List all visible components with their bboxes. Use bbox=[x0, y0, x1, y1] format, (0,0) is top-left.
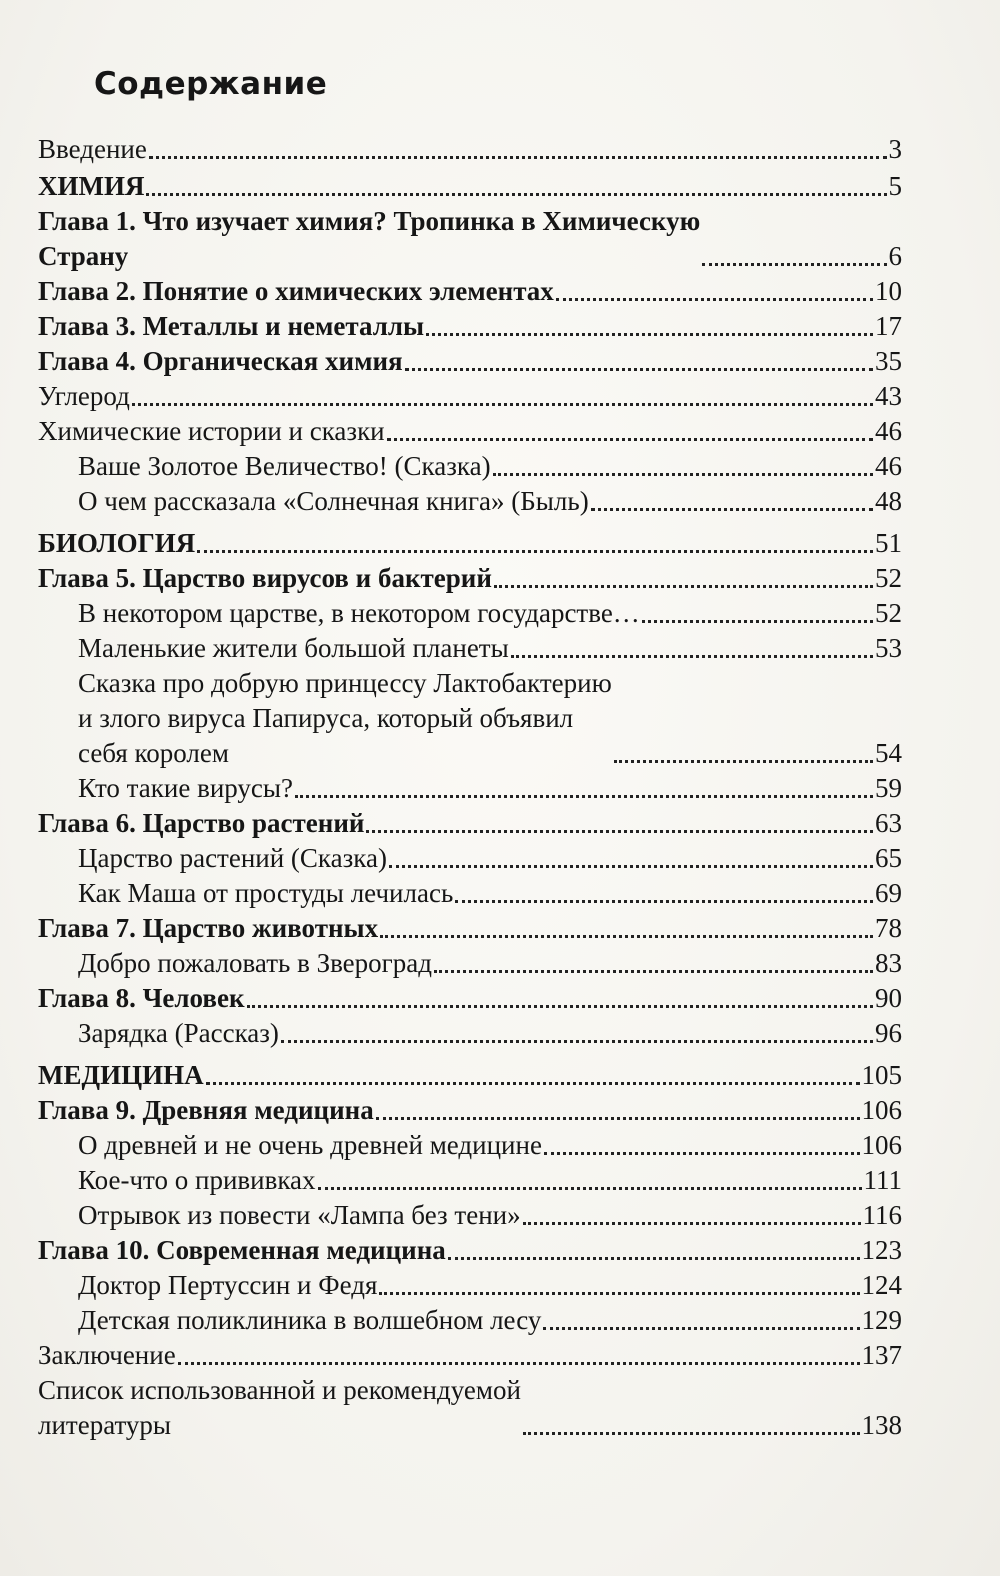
dot-leader bbox=[247, 1005, 873, 1008]
toc-page-number: 53 bbox=[875, 633, 902, 663]
dot-leader bbox=[149, 156, 887, 159]
toc-entry-label: В некотором царстве, в некотором государстве… bbox=[78, 598, 640, 628]
dot-leader bbox=[434, 970, 873, 973]
toc-page-number: 59 bbox=[875, 773, 902, 803]
toc-entry-label: ХИМИЯ bbox=[38, 171, 145, 201]
toc-entry-label: Царство растений (Сказка) bbox=[78, 843, 387, 873]
toc-entry-label: Глава 9. Древняя медицина bbox=[38, 1095, 374, 1125]
toc-page-number: 123 bbox=[861, 1235, 902, 1265]
dot-leader bbox=[494, 585, 873, 588]
toc-entry-label: Глава 1. Что изучает химия? Тропинка в Химическую Страну bbox=[38, 206, 701, 271]
toc-page-number: 90 bbox=[875, 983, 902, 1013]
toc-subentry bbox=[38, 596, 902, 631]
toc-chapter-6 bbox=[38, 806, 902, 841]
toc-entry-label: БИОЛОГИЯ bbox=[38, 528, 196, 558]
toc-page-number: 83 bbox=[875, 948, 902, 978]
toc-page-number: 54 bbox=[875, 738, 902, 768]
toc-subentry bbox=[38, 1163, 902, 1198]
dot-leader bbox=[448, 1257, 860, 1260]
toc-chapter-2 bbox=[38, 274, 902, 309]
dot-leader bbox=[556, 298, 873, 301]
toc-entry-label: Заключение bbox=[38, 1340, 176, 1370]
toc-page-number: 35 bbox=[875, 346, 902, 376]
dot-leader bbox=[206, 1082, 860, 1085]
toc-entry bbox=[38, 414, 902, 449]
toc-page-number: 78 bbox=[875, 913, 902, 943]
toc-entry-label: Сказка про добрую принцессу Лактобактерию и злого вируса Папируса, который объявил себя королем bbox=[78, 668, 612, 768]
dot-leader bbox=[511, 655, 873, 658]
toc-page-number: 65 bbox=[875, 843, 902, 873]
toc-subentry bbox=[38, 449, 902, 484]
toc-chapter-8 bbox=[38, 981, 902, 1016]
table-of-contents bbox=[38, 132, 902, 1443]
toc-subentry bbox=[38, 666, 902, 771]
toc-subentry bbox=[38, 1128, 902, 1163]
toc-entry-label: Кто такие вирусы? bbox=[78, 773, 294, 803]
dot-leader bbox=[493, 473, 873, 476]
toc-entry-label: Маленькие жители большой планеты bbox=[78, 633, 509, 663]
dot-leader bbox=[132, 403, 873, 406]
dot-leader bbox=[702, 263, 886, 266]
toc-page-number: 3 bbox=[888, 134, 902, 164]
toc-entry-label: Глава 4. Органическая химия bbox=[38, 346, 403, 376]
dot-leader bbox=[426, 333, 873, 336]
dot-leader bbox=[387, 438, 873, 441]
dot-leader bbox=[197, 550, 873, 553]
toc-page-number: 52 bbox=[875, 563, 902, 593]
toc-entry-introduction bbox=[38, 132, 902, 167]
page-title: Содержание bbox=[94, 66, 328, 102]
toc-entry-label: Добро пожаловать в Звероград bbox=[78, 948, 432, 978]
toc-entry-label: О чем рассказала «Солнечная книга» (Быль) bbox=[78, 486, 589, 516]
toc-page-number: 51 bbox=[875, 528, 902, 558]
toc-page-number: 48 bbox=[875, 486, 902, 516]
toc-entry-label: МЕДИЦИНА bbox=[38, 1060, 204, 1090]
toc-entry-label: Глава 2. Понятие о химических элементах bbox=[38, 276, 554, 306]
toc-page-number: 116 bbox=[862, 1200, 902, 1230]
dot-leader bbox=[178, 1362, 860, 1365]
toc-page-number: 111 bbox=[863, 1165, 902, 1195]
toc-entry-label: Введение bbox=[38, 134, 147, 164]
toc-subentry bbox=[38, 946, 902, 981]
dot-leader bbox=[295, 795, 873, 798]
toc-page-number: 69 bbox=[875, 878, 902, 908]
toc-page-number: 124 bbox=[861, 1270, 902, 1300]
dot-leader bbox=[544, 1152, 860, 1155]
toc-entry-label: Отрывок из повести «Лампа без тени» bbox=[78, 1200, 521, 1230]
dot-leader bbox=[380, 935, 873, 938]
toc-entry-label: Глава 5. Царство вирусов и бактерий bbox=[38, 563, 492, 593]
toc-entry-label: Зарядка (Рассказ) bbox=[78, 1018, 279, 1048]
dot-leader bbox=[523, 1222, 861, 1225]
dot-leader bbox=[543, 1327, 859, 1330]
toc-chapter-7 bbox=[38, 911, 902, 946]
toc-entry-label: Глава 7. Царство животных bbox=[38, 913, 379, 943]
toc-entry-label: Химические истории и сказки bbox=[38, 416, 385, 446]
dot-leader bbox=[405, 368, 873, 371]
dot-leader bbox=[591, 508, 873, 511]
dot-leader bbox=[455, 900, 873, 903]
toc-page-number: 6 bbox=[888, 241, 902, 271]
toc-entry-label: Глава 6. Царство растений bbox=[38, 808, 365, 838]
toc-page-number: 10 bbox=[875, 276, 902, 306]
toc-subentry bbox=[38, 631, 902, 666]
toc-entry-label: Детская поликлиника в волшебном лесу bbox=[78, 1305, 542, 1335]
dot-leader bbox=[642, 620, 873, 623]
toc-page-number: 129 bbox=[861, 1305, 902, 1335]
dot-leader bbox=[146, 193, 886, 196]
toc-entry-conclusion bbox=[38, 1338, 902, 1373]
toc-entry-label: Доктор Пертуссин и Федя bbox=[78, 1270, 378, 1300]
toc-chapter-1 bbox=[38, 204, 902, 274]
toc-entry-label: Углерод bbox=[38, 381, 130, 411]
toc-entry-bibliography bbox=[38, 1373, 902, 1443]
dot-leader bbox=[523, 1432, 860, 1435]
dot-leader bbox=[389, 865, 873, 868]
toc-subentry bbox=[38, 1303, 902, 1338]
toc-subentry bbox=[38, 1198, 902, 1233]
toc-subentry bbox=[38, 876, 902, 911]
dot-leader bbox=[318, 1187, 862, 1190]
toc-entry-label: Глава 8. Человек bbox=[38, 983, 245, 1013]
toc-section-chemistry bbox=[38, 169, 902, 204]
toc-subentry bbox=[38, 1016, 902, 1051]
toc-chapter-3 bbox=[38, 309, 902, 344]
toc-entry-label: Кое-что о прививках bbox=[78, 1165, 316, 1195]
dot-leader bbox=[614, 760, 873, 763]
toc-page-number: 106 bbox=[861, 1095, 902, 1125]
toc-chapter-9 bbox=[38, 1093, 902, 1128]
toc-section-biology bbox=[38, 526, 902, 561]
dot-leader bbox=[366, 830, 873, 833]
toc-entry-label: Ваше Золотое Величество! (Сказка) bbox=[78, 451, 491, 481]
toc-entry-label: О древней и не очень древней медицине bbox=[78, 1130, 542, 1160]
toc-section-medicine bbox=[38, 1058, 902, 1093]
toc-chapter-5 bbox=[38, 561, 902, 596]
toc-chapter-4 bbox=[38, 344, 902, 379]
toc-subentry bbox=[38, 484, 902, 519]
toc-entry-label: Глава 3. Металлы и неметаллы bbox=[38, 311, 425, 341]
toc-page-number: 137 bbox=[861, 1340, 902, 1370]
toc-page-number: 106 bbox=[861, 1130, 902, 1160]
dot-leader bbox=[281, 1040, 873, 1043]
toc-page-number: 63 bbox=[875, 808, 902, 838]
dot-leader bbox=[376, 1117, 860, 1120]
toc-page-number: 17 bbox=[875, 311, 902, 341]
toc-entry-label: Как Маша от простуды лечилась bbox=[78, 878, 454, 908]
toc-subentry bbox=[38, 771, 902, 806]
toc-page-number: 46 bbox=[875, 451, 902, 481]
toc-page-number: 96 bbox=[875, 1018, 902, 1048]
dot-leader bbox=[379, 1292, 859, 1295]
toc-entry-label: Глава 10. Современная медицина bbox=[38, 1235, 446, 1265]
toc-page-number: 52 bbox=[875, 598, 902, 628]
toc-subentry bbox=[38, 841, 902, 876]
toc-entry bbox=[38, 379, 902, 414]
toc-entry-label: Список использованной и рекомендуемой литературы bbox=[38, 1375, 521, 1440]
toc-page-number: 138 bbox=[861, 1410, 902, 1440]
toc-page-number: 46 bbox=[875, 416, 902, 446]
toc-page-number: 43 bbox=[875, 381, 902, 411]
toc-subentry bbox=[38, 1268, 902, 1303]
toc-chapter-10 bbox=[38, 1233, 902, 1268]
toc-page-number: 5 bbox=[888, 171, 902, 201]
toc-page-number: 105 bbox=[861, 1060, 902, 1090]
